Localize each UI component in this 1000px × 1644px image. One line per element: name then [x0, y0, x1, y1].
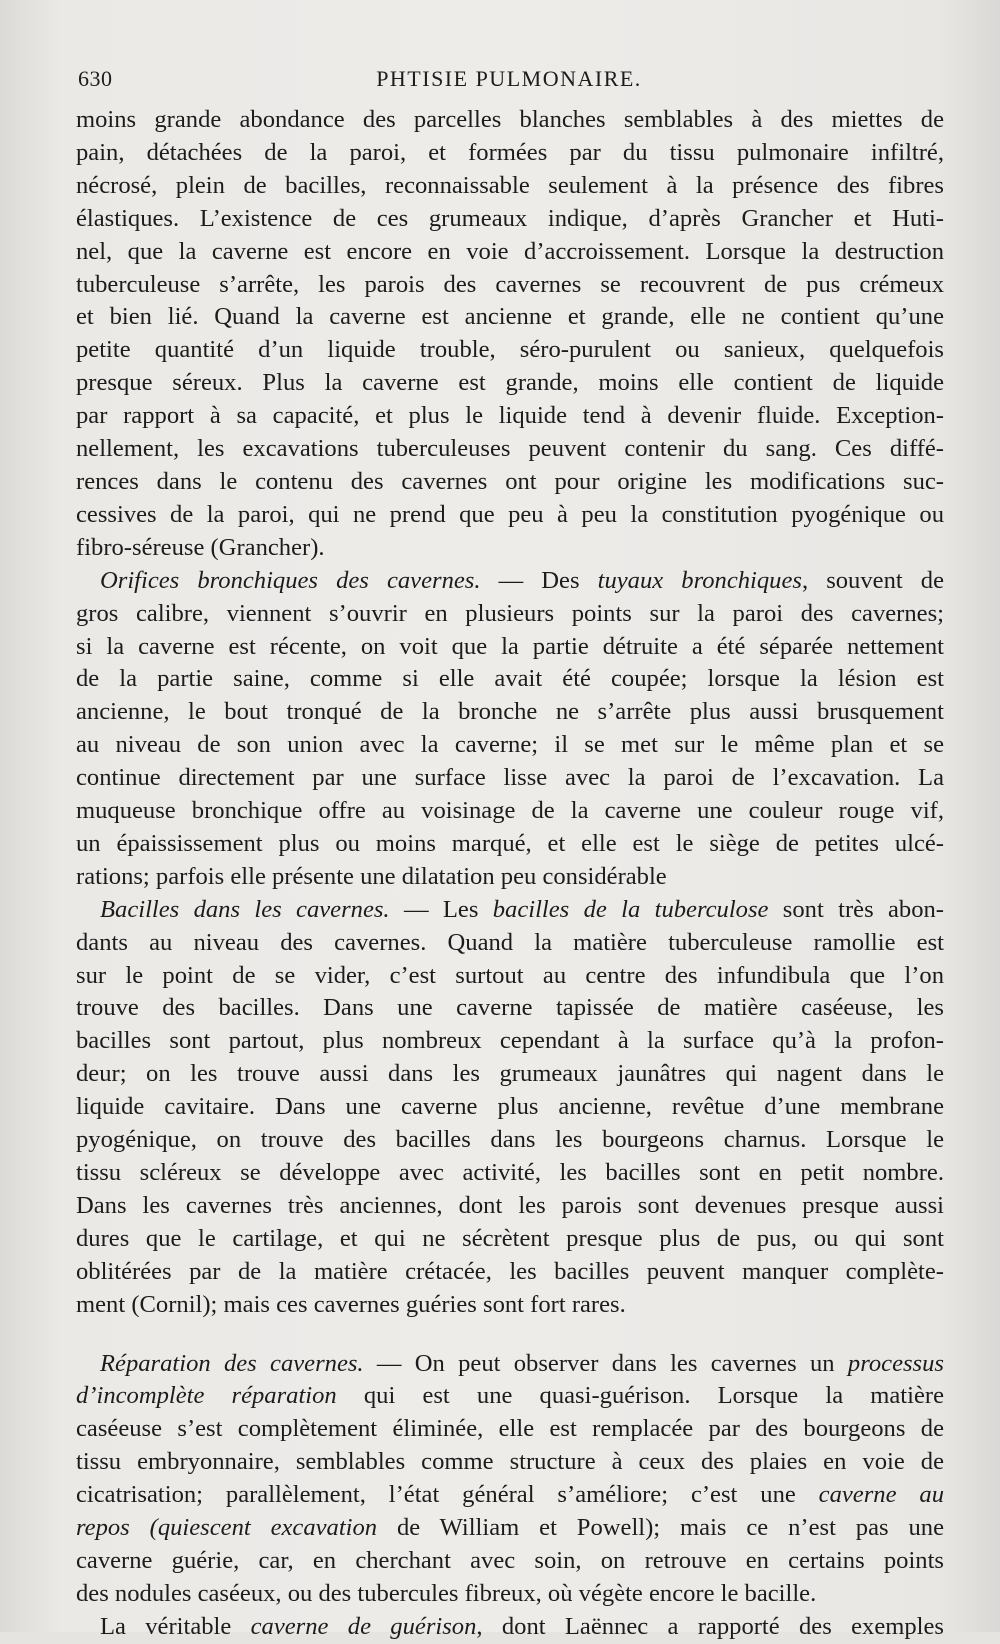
text-line: petite quantité d’un liquide trouble, séro-purulent ou sanieux, quelquefois [76, 336, 944, 364]
emphasized-term: d’incomplète réparation [76, 1382, 337, 1410]
text-line: liquide cavitaire. Dans une caverne plus ancienne, revêtue d’une membrane [76, 1093, 944, 1121]
text-line: tissu embryonnaire, semblables comme structure à ceux des plaies en voie de [76, 1448, 944, 1476]
text-line: moins grande abondance des parcelles blanches semblables à des miettes de [76, 106, 944, 133]
text-line: continue directement par une surface lisse avec la paroi de l’excavation. La [76, 764, 944, 792]
text-line: au niveau de son union avec la caverne; il se met sur le même plan et se [76, 731, 944, 759]
paragraph-reparation-cavernes [76, 1348, 944, 1611]
text-line: Dans les cavernes très anciennes, dont les parois sont devenues presque aussi [76, 1191, 944, 1219]
text-line: dures que le cartilage, et qui ne sécrètent presque plus de pus, ou qui sont [76, 1224, 944, 1252]
emphasized-term: bacilles de la tuberculose [492, 895, 769, 923]
text-line: si la caverne est récente, on voit que la partie détruite a été séparée nettement [76, 632, 944, 660]
text-line: de la partie saine, comme si elle avait été coupée; lorsque la lésion est [76, 665, 944, 693]
emphasized-term: processus [847, 1349, 944, 1377]
text-line: tuberculeuse s’arrête, les parois des cavernes se recouvrent de pus crémeux [76, 270, 944, 298]
text-line: pyogénique, on trouve des bacilles dans les bourgeons charnus. Lorsque le [76, 1126, 944, 1154]
paragraph-lead-line: La véritable caverne de guérison, dont Laënnec a rapporté des exemples [100, 1612, 944, 1640]
text-line: presque séreux. Plus la caverne est grande, moins elle contient de liquide [76, 369, 944, 397]
text-line: ancienne, le bout tronqué de la bronche ne s’arrête plus aussi brusquement [76, 698, 944, 726]
emphasized-term: tuyaux bronchiques [597, 566, 802, 594]
text-line: ment (Cornil); mais ces cavernes guéries sont fort rares. [76, 1290, 626, 1318]
page-number: 630 [78, 66, 113, 91]
text-line: muqueuse bronchique offre au voisinage de la caverne une couleur rouge vif, [76, 797, 944, 825]
text-line: oblitérées par de la matière crétacée, les bacilles peuvent manquer complète- [76, 1257, 944, 1285]
text-line: trouve des bacilles. Dans une caverne tapissée de matière caséeuse, les [76, 994, 944, 1022]
text-line: tissu scléreux se développe avec activité, les bacilles sont en petit nombre. [76, 1159, 944, 1186]
text-line: deur; on les trouve aussi dans les grumeaux jaunâtres qui nagent dans le [76, 1060, 944, 1088]
paragraph-lead-line: Bacilles dans les cavernes. — Les bacilles de la tuberculose sont très abon- [100, 895, 944, 923]
paragraph-lead-line: Réparation des cavernes. — On peut observer dans les cavernes un processus [100, 1349, 944, 1377]
paragraph-gap [76, 1322, 944, 1348]
text-line: bacilles sont partout, plus nombreux cependant à la surface qu’à la profon- [76, 1027, 944, 1055]
text-line: cicatrisation; parallèlement, l’état général s’améliore; c’est une caverne au [76, 1481, 944, 1509]
text-line: un épaississement plus ou moins marqué, et elle est le siège de petites ulcé- [76, 829, 944, 857]
text-line: rations; parfois elle présente une dilatation peu considérable [76, 862, 667, 890]
text-line: nellement, les excavations tuberculeuses peuvent contenir du sang. Ces diffé- [76, 435, 944, 463]
section-heading: Bacilles dans les cavernes. [100, 895, 390, 923]
page-body [76, 104, 944, 1644]
emphasized-term: repos (quiescent excavation [76, 1514, 378, 1542]
text-line: sur le point de se vider, c’est surtout au centre des infundibula que l’on [76, 961, 944, 989]
paragraph-caverne-contenu [76, 104, 944, 565]
section-heading: Réparation des cavernes. [100, 1349, 364, 1377]
text-line: d’incomplète réparation qui est une quasi-guérison. Lorsque la matière [76, 1382, 944, 1410]
emphasized-term: caverne au [818, 1481, 944, 1509]
text-line: repos (quiescent excavation de William et Powell); mais ce n’est pas une [76, 1514, 944, 1542]
emphasized-term: caverne de guérison [250, 1612, 477, 1640]
text-line: caverne guérie, car, en cherchant avec soin, on retrouve en certains points [76, 1546, 944, 1574]
text-line: fibro-séreuse (Grancher). [76, 533, 325, 561]
running-title: PHTISIE PULMONAIRE. [376, 66, 642, 91]
text-line: des nodules caséeux, ou des tubercules fibreux, où végète encore le bacille. [76, 1579, 817, 1607]
paragraph-caverne-guerison [76, 1611, 944, 1644]
text-line: gros calibre, viennent s’ouvrir en plusieurs points sur la paroi des cavernes; [76, 599, 944, 627]
text-line: caséeuse s’est complètement éliminée, elle est remplacée par des bourgeons de [76, 1415, 944, 1443]
paragraph-orifices-bronchiques [76, 565, 944, 894]
text-line: pain, détachées de la paroi, et formées par du tissu pulmonaire infiltré, [76, 138, 944, 166]
text-line: nécrosé, plein de bacilles, reconnaissable seulement à la présence des fibres [76, 171, 944, 199]
text-line: par rapport à sa capacité, et plus le liquide tend à devenir fluide. Exception- [76, 402, 944, 430]
text-line: nel, que la caverne est encore en voie d’accroissement. Lorsque la destruction [76, 237, 944, 265]
text-line: cessives de la paroi, qui ne prend que peu à peu la constitution pyogénique ou [76, 500, 944, 528]
text-line: élastiques. L’existence de ces grumeaux indique, d’après Grancher et Huti- [76, 204, 944, 232]
text-line: rences dans le contenu des cavernes ont pour origine les modifications suc- [76, 467, 944, 495]
paragraph-bacilles-cavernes [76, 894, 944, 1322]
text-line: et bien lié. Quand la caverne est ancienne et grande, elle ne contient qu’une [76, 303, 944, 331]
section-heading: Orifices bronchiques des cavernes. [100, 566, 481, 594]
page-header [78, 66, 940, 100]
text-line: dants au niveau des cavernes. Quand la matière tuberculeuse ramollie est [76, 928, 944, 956]
paragraph-lead-line: Orifices bronchiques des cavernes. — Des tuyaux bronchiques, souvent de [100, 566, 944, 594]
